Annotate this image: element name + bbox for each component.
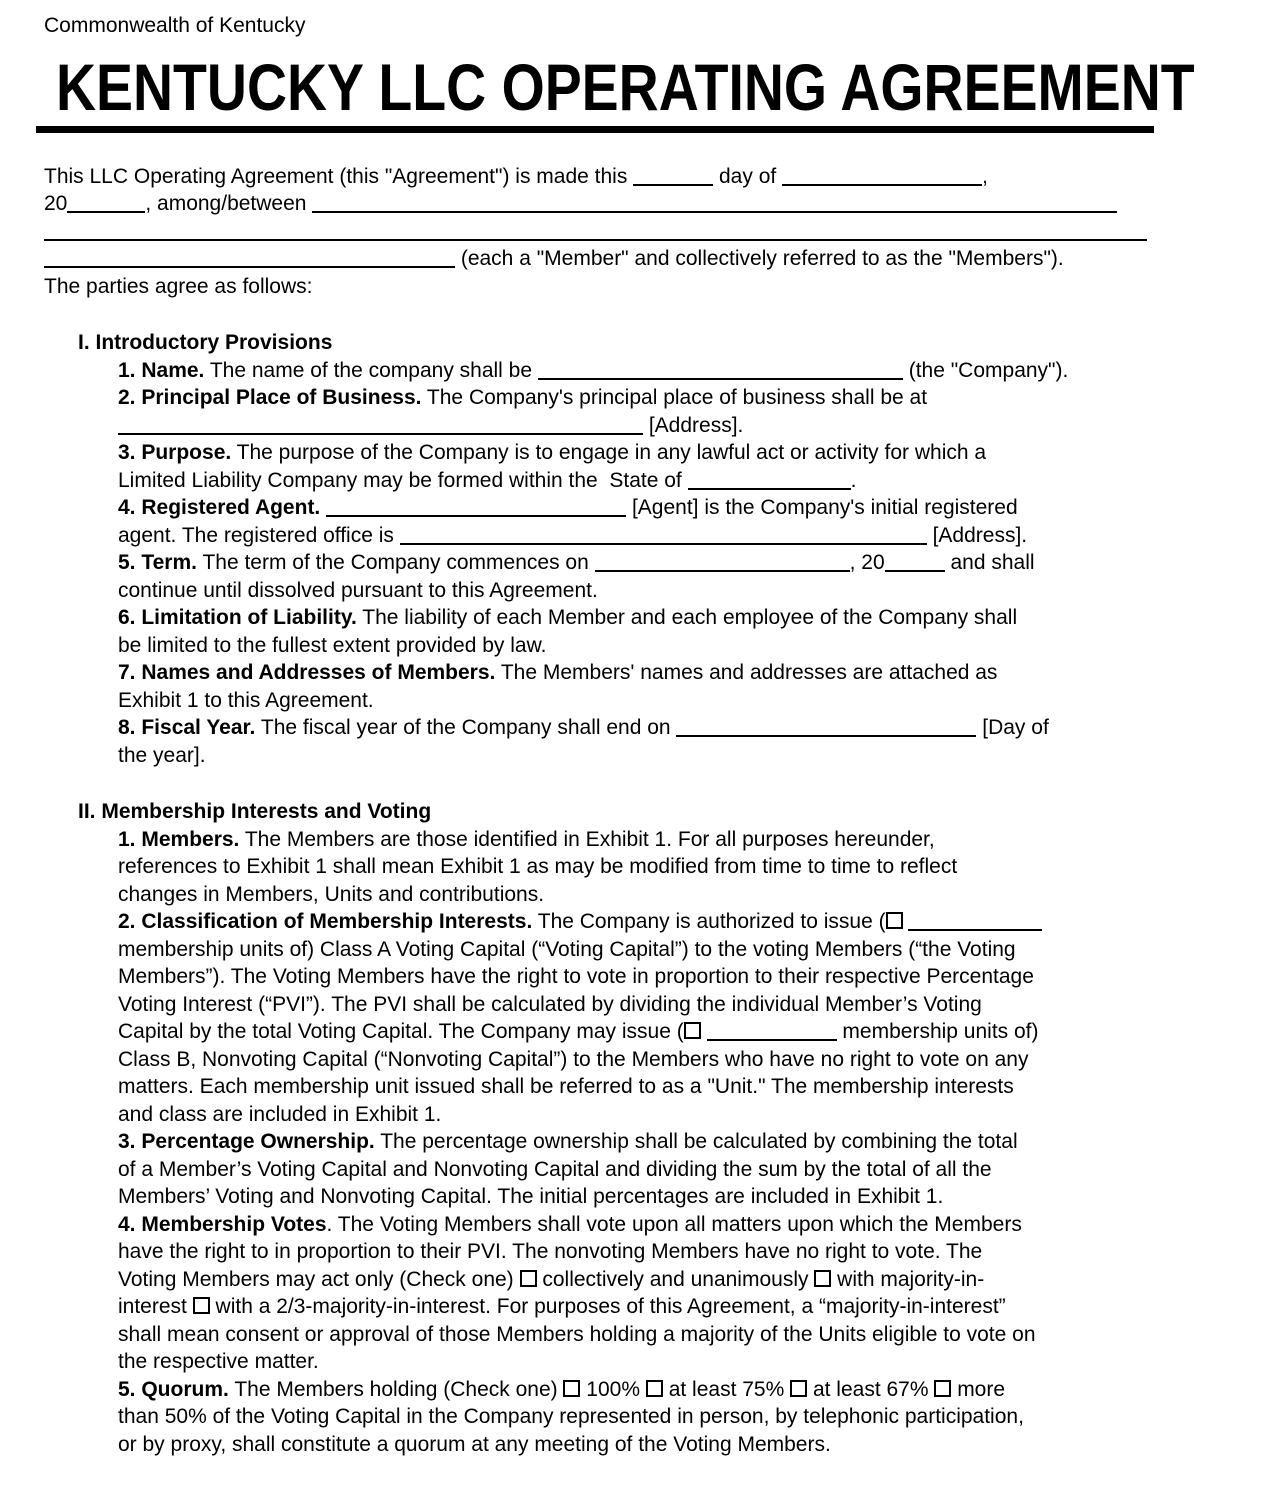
text-line (118, 494, 1234, 522)
text-line (118, 963, 1234, 991)
text-line (118, 1238, 1234, 1266)
text-run: membership units of) Class A Voting Capital (“Voting Capital”) to the voting Members (“the Voting (118, 937, 1016, 961)
section-heading: II. Membership Interests and Voting (78, 800, 432, 823)
text-line (118, 1293, 1234, 1321)
text-line (118, 467, 1234, 495)
text-run: shall mean consent or approval of those Members holding a majority of the Units eligible to vote on (118, 1322, 1036, 1346)
text-line (118, 908, 1234, 936)
checkbox-icon[interactable] (563, 1380, 580, 1397)
text-run: 100% (580, 1377, 646, 1401)
agreement-item (44, 826, 1234, 909)
text-run: than 50% of the Voting Capital in the Company represented in person, by telephonic participation, (118, 1405, 1024, 1428)
blank-field[interactable] (885, 553, 945, 572)
text-line (118, 439, 1234, 467)
blank-field[interactable] (782, 167, 982, 186)
agreement-item (44, 549, 1234, 604)
text-run: the respective matter. (118, 1350, 319, 1373)
text-line (118, 357, 1234, 385)
text-line (44, 190, 1234, 218)
text-run: , among/between (145, 192, 313, 215)
text-run: 20 (44, 192, 68, 215)
blank-field[interactable] (326, 498, 626, 517)
text-run: This LLC Operating Agreement (this "Agreement") is made this (44, 164, 634, 188)
blank-field[interactable] (688, 471, 851, 490)
text-run: The percentage ownership shall be calculated by combining the total (374, 1130, 1018, 1153)
text-line (118, 826, 1234, 854)
text-run: at least 67% (807, 1377, 935, 1401)
text-run: matters. Each membership unit issued shall be referred to as a "Unit." The membership interests (118, 1075, 1014, 1098)
text-line (118, 991, 1234, 1019)
item-label: 5. Term. (118, 551, 197, 574)
text-run: [Address]. (643, 413, 744, 437)
text-run: with a 2/3-majority-in-interest. For purposes of this Agreement, a “majority-in-interest” (209, 1295, 1006, 1318)
blank-field[interactable] (595, 553, 850, 572)
text-line (118, 632, 1234, 660)
text-run: Capital by the total Voting Capital. The Company may issue ( (118, 1020, 684, 1043)
item-label: 4. Registered Agent. (118, 496, 321, 519)
text-run: The Company is authorized to issue ( (532, 910, 886, 933)
text-run: . The Voting Members shall vote upon all matters upon which the Members (326, 1212, 1022, 1236)
item-label: 8. Fiscal Year. (118, 716, 256, 739)
text-line (118, 1018, 1234, 1046)
text-run: continue until dissolved pursuant to this Agreement. (118, 578, 598, 602)
item-label: 4. Membership Votes (118, 1212, 327, 1236)
text-run: The name of the company shall be (204, 358, 538, 382)
text-run: Exhibit 1 to this Agreement. (118, 688, 374, 712)
item-label: 3. Purpose. (118, 441, 232, 464)
agreement-item (44, 357, 1234, 385)
text-line (118, 522, 1234, 550)
item-label: 2. Classification of Membership Interests. (118, 910, 533, 933)
text-run: The term of the Company commences on (196, 551, 595, 574)
text-run: and shall (944, 551, 1035, 574)
agreement-item (44, 439, 1234, 494)
text-line (118, 412, 1234, 440)
text-run: or by proxy, shall constitute a quorum at any meeting of the Voting Members. (118, 1432, 831, 1456)
blank-field[interactable] (312, 194, 1117, 213)
text-run: Limited Liability Company may be formed within the State of (118, 468, 688, 492)
item-label: 1. Name. (118, 358, 205, 382)
checkbox-icon[interactable] (814, 1270, 831, 1287)
text-run: at least 75% (662, 1377, 791, 1401)
checkbox-icon[interactable] (684, 1022, 701, 1039)
text-run: membership units of) (836, 1020, 1039, 1043)
text-line (118, 1073, 1234, 1101)
document-title: KENTUCKY LLC OPERATING AGREEMENT (56, 49, 1195, 124)
text-run: The Company's principal place of business shall be at (421, 386, 928, 409)
item-label: 6. Limitation of Liability. (118, 606, 357, 629)
text-line (118, 604, 1234, 632)
text-line (118, 384, 1234, 412)
text-run: , 20 (849, 551, 885, 574)
checkbox-icon[interactable] (193, 1297, 210, 1314)
agreement-item (44, 1376, 1234, 1459)
agreement-item (44, 604, 1234, 659)
text-line (118, 1046, 1234, 1074)
text-line (118, 577, 1234, 605)
text-run: (each a "Member" and collectively referred to as the "Members"). (455, 247, 1064, 270)
text-line (118, 549, 1234, 577)
text-run: and class are included in Exhibit 1. (118, 1102, 442, 1126)
blank-field[interactable] (44, 222, 1147, 241)
text-run: day of (713, 164, 783, 188)
item-label: 3. Percentage Ownership. (118, 1130, 375, 1153)
text-line (118, 742, 1234, 770)
blank-field[interactable] (400, 526, 927, 545)
blank-field[interactable] (538, 361, 903, 380)
sections (44, 329, 1234, 1458)
blank-field[interactable] (633, 167, 713, 186)
checkbox-icon[interactable] (934, 1380, 951, 1397)
text-run: collectively and unanimously (536, 1267, 815, 1291)
checkbox-icon[interactable] (886, 912, 903, 929)
text-run: The fiscal year of the Company shall end on (255, 716, 677, 739)
text-line (118, 1321, 1234, 1349)
text-line (118, 1431, 1234, 1459)
blank-field[interactable] (676, 718, 976, 737)
text-line (118, 1128, 1234, 1156)
text-run: of a Member’s Voting Capital and Nonvoting Capital and dividing the sum by the total of all the (118, 1157, 992, 1181)
text-line (118, 659, 1234, 687)
intro-paragraph (44, 163, 1234, 301)
text-run: Class B, Nonvoting Capital (“Nonvoting Capital”) to the Members who have no right to vote on any (118, 1047, 1029, 1071)
text-run: be limited to the fullest extent provided by law. (118, 633, 547, 657)
item-label: 5. Quorum. (118, 1377, 229, 1401)
agreement-item (44, 659, 1234, 714)
blank-field[interactable] (707, 1022, 837, 1041)
text-run: The parties agree as follows: (44, 274, 313, 298)
text-run: . (850, 468, 857, 492)
blank-field[interactable] (908, 912, 1042, 931)
checkbox-icon[interactable] (646, 1380, 663, 1397)
checkbox-icon[interactable] (520, 1270, 537, 1287)
text-run: [Address]. (926, 523, 1028, 547)
agreement-item (44, 1211, 1234, 1376)
text-line (118, 1266, 1234, 1294)
text-run: interest (118, 1295, 193, 1318)
text-run: Voting Members may act only (Check one) (118, 1267, 520, 1291)
text-line (118, 853, 1234, 881)
text-line (44, 218, 1234, 246)
item-label: 7. Names and Addresses of Members. (118, 661, 496, 684)
text-run: [Day of (976, 716, 1049, 739)
agreement-item (44, 494, 1234, 549)
title-rule (36, 126, 1154, 133)
checkbox-icon[interactable] (790, 1380, 807, 1397)
text-run: The purpose of the Company is to engage in any lawful act or activity for which a (231, 441, 987, 464)
text-run: Voting Interest (“PVI”). The PVI shall be calculated by dividing the individual Member’s Voting (118, 992, 982, 1016)
text-run: with majority-in- (831, 1267, 985, 1291)
text-line (118, 881, 1234, 909)
text-line (118, 1183, 1234, 1211)
text-run: changes in Members, Units and contributions. (118, 882, 545, 906)
text-line (118, 1211, 1234, 1239)
agreement-section (44, 798, 1234, 1458)
region-label: Commonwealth of Kentucky (44, 14, 306, 37)
agreement-item (44, 908, 1234, 1128)
text-line (118, 687, 1234, 715)
text-run: The liability of each Member and each employee of the Company shall (356, 606, 1018, 629)
text-run: The Members holding (Check one) (228, 1377, 564, 1401)
text-line (118, 936, 1234, 964)
text-run: have the right to in proportion to their PVI. The nonvoting Members have no right to vote. The (118, 1240, 983, 1263)
text-run: references to Exhibit 1 shall mean Exhibit 1 as may be modified from time to time to reflect (118, 855, 958, 878)
text-run: agent. The registered office is (118, 523, 400, 547)
text-run: the year]. (118, 743, 206, 767)
text-line (44, 273, 1234, 301)
section-heading: I. Introductory Provisions (78, 331, 333, 354)
text-run: [Agent] is the Company's initial registered (626, 496, 1018, 519)
agreement-section (44, 329, 1234, 769)
text-line (118, 1101, 1234, 1129)
text-line (44, 245, 1234, 273)
text-run: The Members' names and addresses are attached as (495, 661, 998, 684)
text-line (118, 714, 1234, 742)
text-run: Members’ Voting and Nonvoting Capital. The initial percentages are included in Exhibit 1. (118, 1185, 944, 1208)
text-run: more (951, 1377, 1006, 1401)
agreement-item (44, 384, 1234, 439)
blank-field[interactable] (44, 249, 455, 268)
text-run: , (982, 164, 988, 188)
item-label: 2. Principal Place of Business. (118, 386, 422, 409)
text-line (118, 1348, 1234, 1376)
text-run: (the "Company"). (902, 358, 1069, 382)
blank-field[interactable] (67, 194, 145, 213)
text-line (118, 1156, 1234, 1184)
agreement-item (44, 1128, 1234, 1211)
text-line (118, 1376, 1234, 1404)
text-line (44, 163, 1234, 191)
item-label: 1. Members. (118, 827, 240, 851)
blank-field[interactable] (118, 416, 643, 435)
text-run: The Members are those identified in Exhibit 1. For all purposes hereunder, (239, 827, 935, 851)
agreement-item (44, 714, 1234, 769)
text-run: Members”). The Voting Members have the right to vote in proportion to their respective Percentage (118, 965, 1034, 988)
text-line (118, 1403, 1234, 1431)
